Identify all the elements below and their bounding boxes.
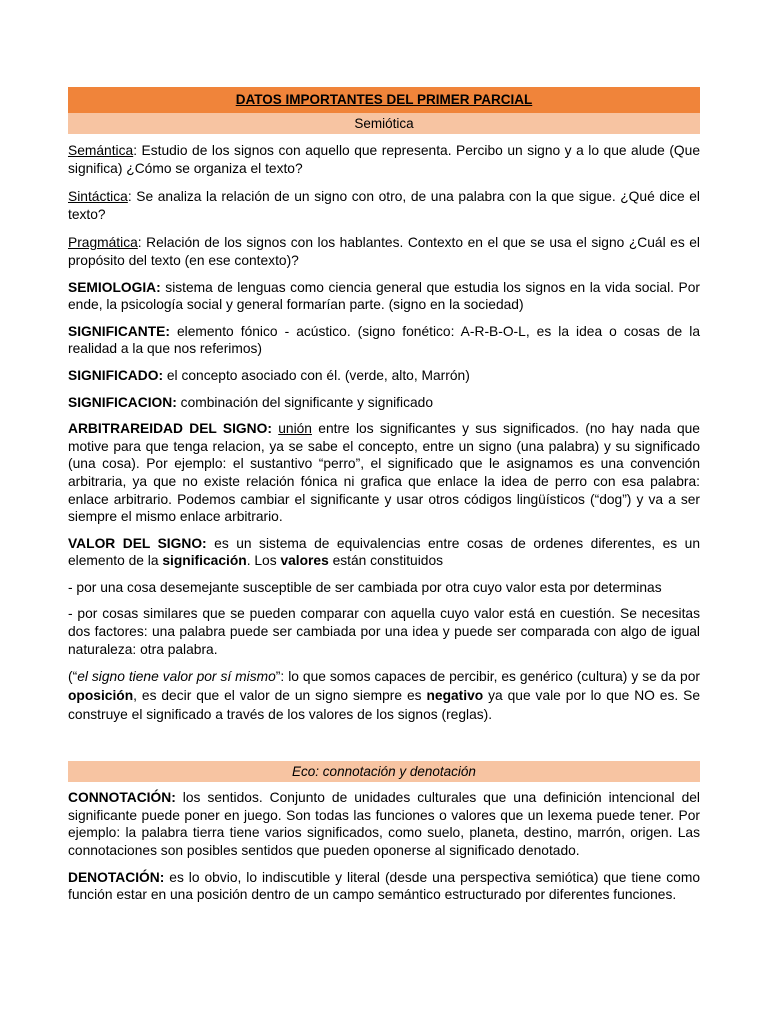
term-semiologia: SEMIOLOGIA: bbox=[68, 279, 161, 295]
quote-open: (“ bbox=[68, 669, 78, 685]
term-semantica: Semántica bbox=[68, 143, 134, 158]
section-title-semiotica: Semiótica bbox=[68, 113, 700, 134]
term-denotacion: DENOTACIÓN: bbox=[68, 869, 165, 885]
document-title: DATOS IMPORTANTES DEL PRIMER PARCIAL bbox=[68, 87, 700, 113]
paragraph-sintactica bbox=[68, 188, 700, 223]
paragraph-valor-del-signo bbox=[68, 535, 700, 570]
term-significante: SIGNIFICANTE: bbox=[68, 323, 170, 339]
paragraph-denotacion bbox=[68, 869, 700, 904]
definition-arbitrariedad: entre los significantes y sus significados. (no hay nada que motive para que tenga relacion, ya se sabe el concepto, entre un signo (una palabra) y su significado (una cosa). Por ejemplo: el sustantivo “perro”, el significado que le asignamos es una convención arbitraria, ya que no existe relación fónica ni grafica que enlace la idea de perro con esa palabra: enlace arbitrario. Podemos cambiar el significante y usar otros códigos lingüísticos (“dog”) y va a ser siempre el mismo enlace arbitrario. bbox=[68, 421, 700, 525]
italic-quote: el signo tiene valor por sí mismo bbox=[77, 669, 276, 685]
definition-significacion: combinación del significante y significado bbox=[176, 394, 433, 410]
document-page bbox=[68, 87, 700, 904]
term-valor-del-signo: VALOR DEL SIGNO: bbox=[68, 535, 207, 551]
signo-valor-text-2: , es decir que el valor de un signo siempre es bbox=[133, 688, 427, 704]
paragraph-significante bbox=[68, 323, 700, 358]
signo-valor-text-1: : lo que somos capaces de percibir, es genérico (cultura) y se da por bbox=[280, 669, 700, 685]
list-item-dash-1: - por una cosa desemejante susceptible de ser cambiada por otra cuyo valor esta por determinas bbox=[68, 579, 662, 595]
valor-text-3: están constituidos bbox=[328, 553, 444, 569]
paragraph-connotacion bbox=[68, 789, 700, 859]
paragraph-pragmatica bbox=[68, 234, 700, 269]
definition-pragmatica: : Relación de los signos con los hablantes. Contexto en el que se usa el signo ¿Cuál es el propósito del texto (en ese contexto)? bbox=[68, 235, 700, 268]
signo-valor-text-3: ya que vale por lo que NO es. Se construye el significado a través de los valores de los signos (reglas). bbox=[68, 688, 700, 723]
paragraph-arbitrariedad bbox=[68, 420, 700, 526]
definition-semiologia: sistema de lenguas como ciencia general que estudia los signos en la vida social. Por ende, la psicología social y general formarían parte. (signo en la sociedad) bbox=[68, 279, 700, 313]
term-significado: SIGNIFICADO: bbox=[68, 367, 164, 383]
paragraph-semiologia bbox=[68, 279, 700, 314]
bold-oposicion: oposición bbox=[68, 688, 134, 704]
paragraph-significacion bbox=[68, 394, 700, 412]
definition-significado: el concepto asociado con él. (verde, alto, Marrón) bbox=[163, 367, 470, 383]
definition-semantica: : Estudio de los signos con aquello que representa. Percibo un signo y a lo que alude (Que significa) ¿Cómo se organiza el texto? bbox=[68, 143, 700, 176]
term-connotacion: CONNOTACIÓN: bbox=[68, 790, 176, 806]
term-significacion: SIGNIFICACION: bbox=[68, 394, 177, 410]
definition-connotacion: los sentidos. Conjunto de unidades culturales que una definición intencional del significante puede poner en juego. Son todas las funciones o valores que un lexema puede tener. Por ejemplo: la palabra tierra tiene varios significados, como suelo, planeta, destino, marrón, origen. Las connotaciones son posibles sentidos que pueden oponerse al significado denotado. bbox=[68, 790, 700, 859]
definition-significante: elemento fónico - acústico. (signo fonético: A-R-B-O-L, es la idea o cosas de la realidad a la que nos referimos) bbox=[68, 323, 700, 357]
section-title-eco: Eco: connotación y denotación bbox=[68, 761, 700, 782]
quote-close: ” bbox=[275, 669, 281, 685]
paragraph-signo-valor bbox=[68, 667, 700, 724]
valor-text-2: . Los bbox=[246, 553, 281, 569]
definition-denotacion: es lo obvio, lo indiscutible y literal (desde una perspectiva semiótica) que tiene como función estar en una posición dentro de un campo semántico estructurado por diferentes funciones. bbox=[68, 869, 700, 903]
term-sintactica: Sintáctica bbox=[68, 189, 128, 205]
bold-negativo: negativo bbox=[426, 688, 484, 704]
term-arbitrariedad: ARBITRAREIDAD DEL SIGNO: bbox=[68, 421, 272, 437]
valor-text-1: es un sistema de equivalencias entre cosas de ordenes diferentes, es un elemento de la bbox=[68, 535, 700, 569]
bold-significacion: significación bbox=[162, 553, 247, 569]
list-item-dash-2: - por cosas similares que se pueden comparar con aquella cuyo valor está en cuestión. Se necesitas dos factores: una palabra puede ser cambiada por una idea y puede ser comparada con algo de igual naturaleza: otra palabra. bbox=[68, 606, 700, 657]
paragraph-semantica bbox=[68, 142, 700, 177]
underlined-union: unión bbox=[278, 421, 312, 437]
paragraph-significado bbox=[68, 367, 700, 385]
bold-valores: valores bbox=[280, 553, 329, 569]
term-pragmatica: Pragmática bbox=[68, 235, 138, 251]
definition-sintactica: : Se analiza la relación de un signo con otro, de una palabra con la que sigue. ¿Qué dice el texto? bbox=[68, 189, 700, 222]
